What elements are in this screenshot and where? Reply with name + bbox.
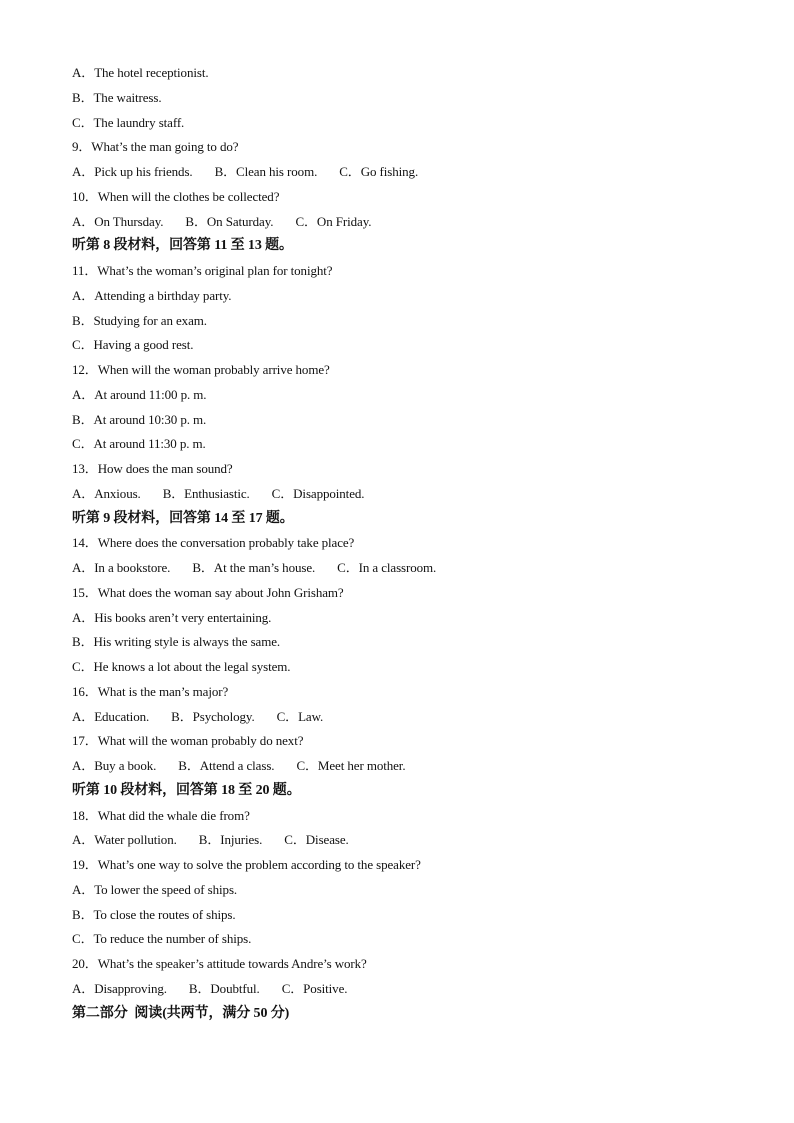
question-text: 19．What’s one way to solve the problem according to the speaker?: [72, 857, 421, 872]
answer-option: C．Having a good rest.: [72, 337, 194, 353]
answer-option: A．At around 11:00 p. m.: [72, 386, 207, 402]
options-row: [72, 756, 405, 776]
options-row: [72, 979, 347, 999]
options-row: [72, 558, 436, 578]
question-text: 12．When will the woman probably arrive home?: [72, 362, 330, 377]
answer-option: C．In a classroom.: [337, 560, 437, 575]
answer-option: C．On Friday.: [295, 213, 372, 229]
answer-option: C．Go fishing.: [339, 164, 419, 179]
question-text: 16．What is the man’s major?: [72, 683, 229, 699]
question-text: 18．What did the whale die from?: [72, 807, 250, 823]
answer-option: C．Positive.: [281, 980, 348, 996]
options-row: [72, 212, 371, 232]
answer-option: C．Law.: [276, 708, 324, 724]
answer-option: B．His writing style is always the same.: [72, 634, 281, 650]
question-text: 17．What will the woman probably do next?: [72, 733, 304, 749]
answer-option: A．To lower the speed of ships.: [72, 881, 238, 897]
answer-option: C．To reduce the number of ships.: [72, 931, 252, 947]
answer-option: A．Buy a book.: [72, 758, 157, 773]
answer-option: A．In a bookstore.: [72, 560, 171, 575]
answer-option: A．Anxious.: [72, 485, 141, 501]
answer-option: B．Doubtful.: [188, 980, 260, 996]
answer-option: A．His books aren’t very entertaining.: [72, 609, 272, 625]
question-text: 20．What’s the speaker’s attitude towards Andre’s work?: [72, 956, 367, 971]
section-heading: 听第 8 段材料，回答第 11 至 13 题。: [72, 238, 293, 254]
answer-option: B．On Saturday.: [185, 213, 274, 229]
answer-option: B．Enthusiastic.: [162, 485, 250, 501]
answer-option: B．Psychology.: [171, 708, 255, 724]
answer-option: C．Meet her mother.: [296, 758, 406, 773]
question-text: 15．What does the woman say about John Grisham?: [72, 584, 344, 600]
options-row: [72, 484, 364, 504]
answer-option: C．Disappointed.: [271, 485, 365, 501]
answer-option: C．Disease.: [284, 832, 349, 848]
answer-option: B．The waitress.: [72, 89, 162, 105]
options-row: [72, 830, 349, 850]
answer-option: A．Water pollution.: [72, 832, 177, 848]
section-heading: 听第 9 段材料，回答第 14 至 17 题。: [72, 510, 294, 526]
question-text: 13．How does the man sound?: [72, 461, 233, 476]
options-row: [72, 162, 418, 182]
question-text: 9．What’s the man going to do?: [72, 139, 239, 155]
answer-option: A．Attending a birthday party.: [72, 287, 232, 303]
answer-option: A．Disapproving.: [72, 980, 167, 996]
answer-option: A．Education.: [72, 708, 150, 724]
answer-option: C．At around 11:30 p. m.: [72, 436, 206, 452]
question-text: 14．Where does the conversation probably take place?: [72, 535, 355, 551]
answer-option: A．Pick up his friends.: [72, 164, 193, 179]
answer-option: B．At around 10:30 p. m.: [72, 411, 207, 427]
question-text: 10．When will the clothes be collected?: [72, 188, 280, 204]
answer-option: C．The laundry staff.: [72, 114, 185, 130]
answer-option: B．Clean his room.: [214, 164, 318, 179]
section-heading: 听第 10 段材料，回答第 18 至 20 题。: [72, 782, 301, 798]
answer-option: C．He knows a lot about the legal system.: [72, 659, 291, 674]
options-row: [72, 707, 323, 727]
answer-option: B．Injuries.: [198, 832, 263, 848]
question-text: 11．What’s the woman’s original plan for tonight?: [72, 263, 333, 278]
answer-option: B．At the man’s house.: [192, 560, 316, 575]
answer-option: A．The hotel receptionist.: [72, 65, 209, 80]
section-heading: 第二部分 阅读(共两节，满分 50 分): [72, 1005, 290, 1021]
answer-option: B．Studying for an exam.: [72, 312, 207, 328]
answer-option: B．Attend a class.: [178, 758, 275, 773]
answer-option: B．To close the routes of ships.: [72, 906, 236, 922]
answer-option: A．On Thursday.: [72, 213, 164, 229]
